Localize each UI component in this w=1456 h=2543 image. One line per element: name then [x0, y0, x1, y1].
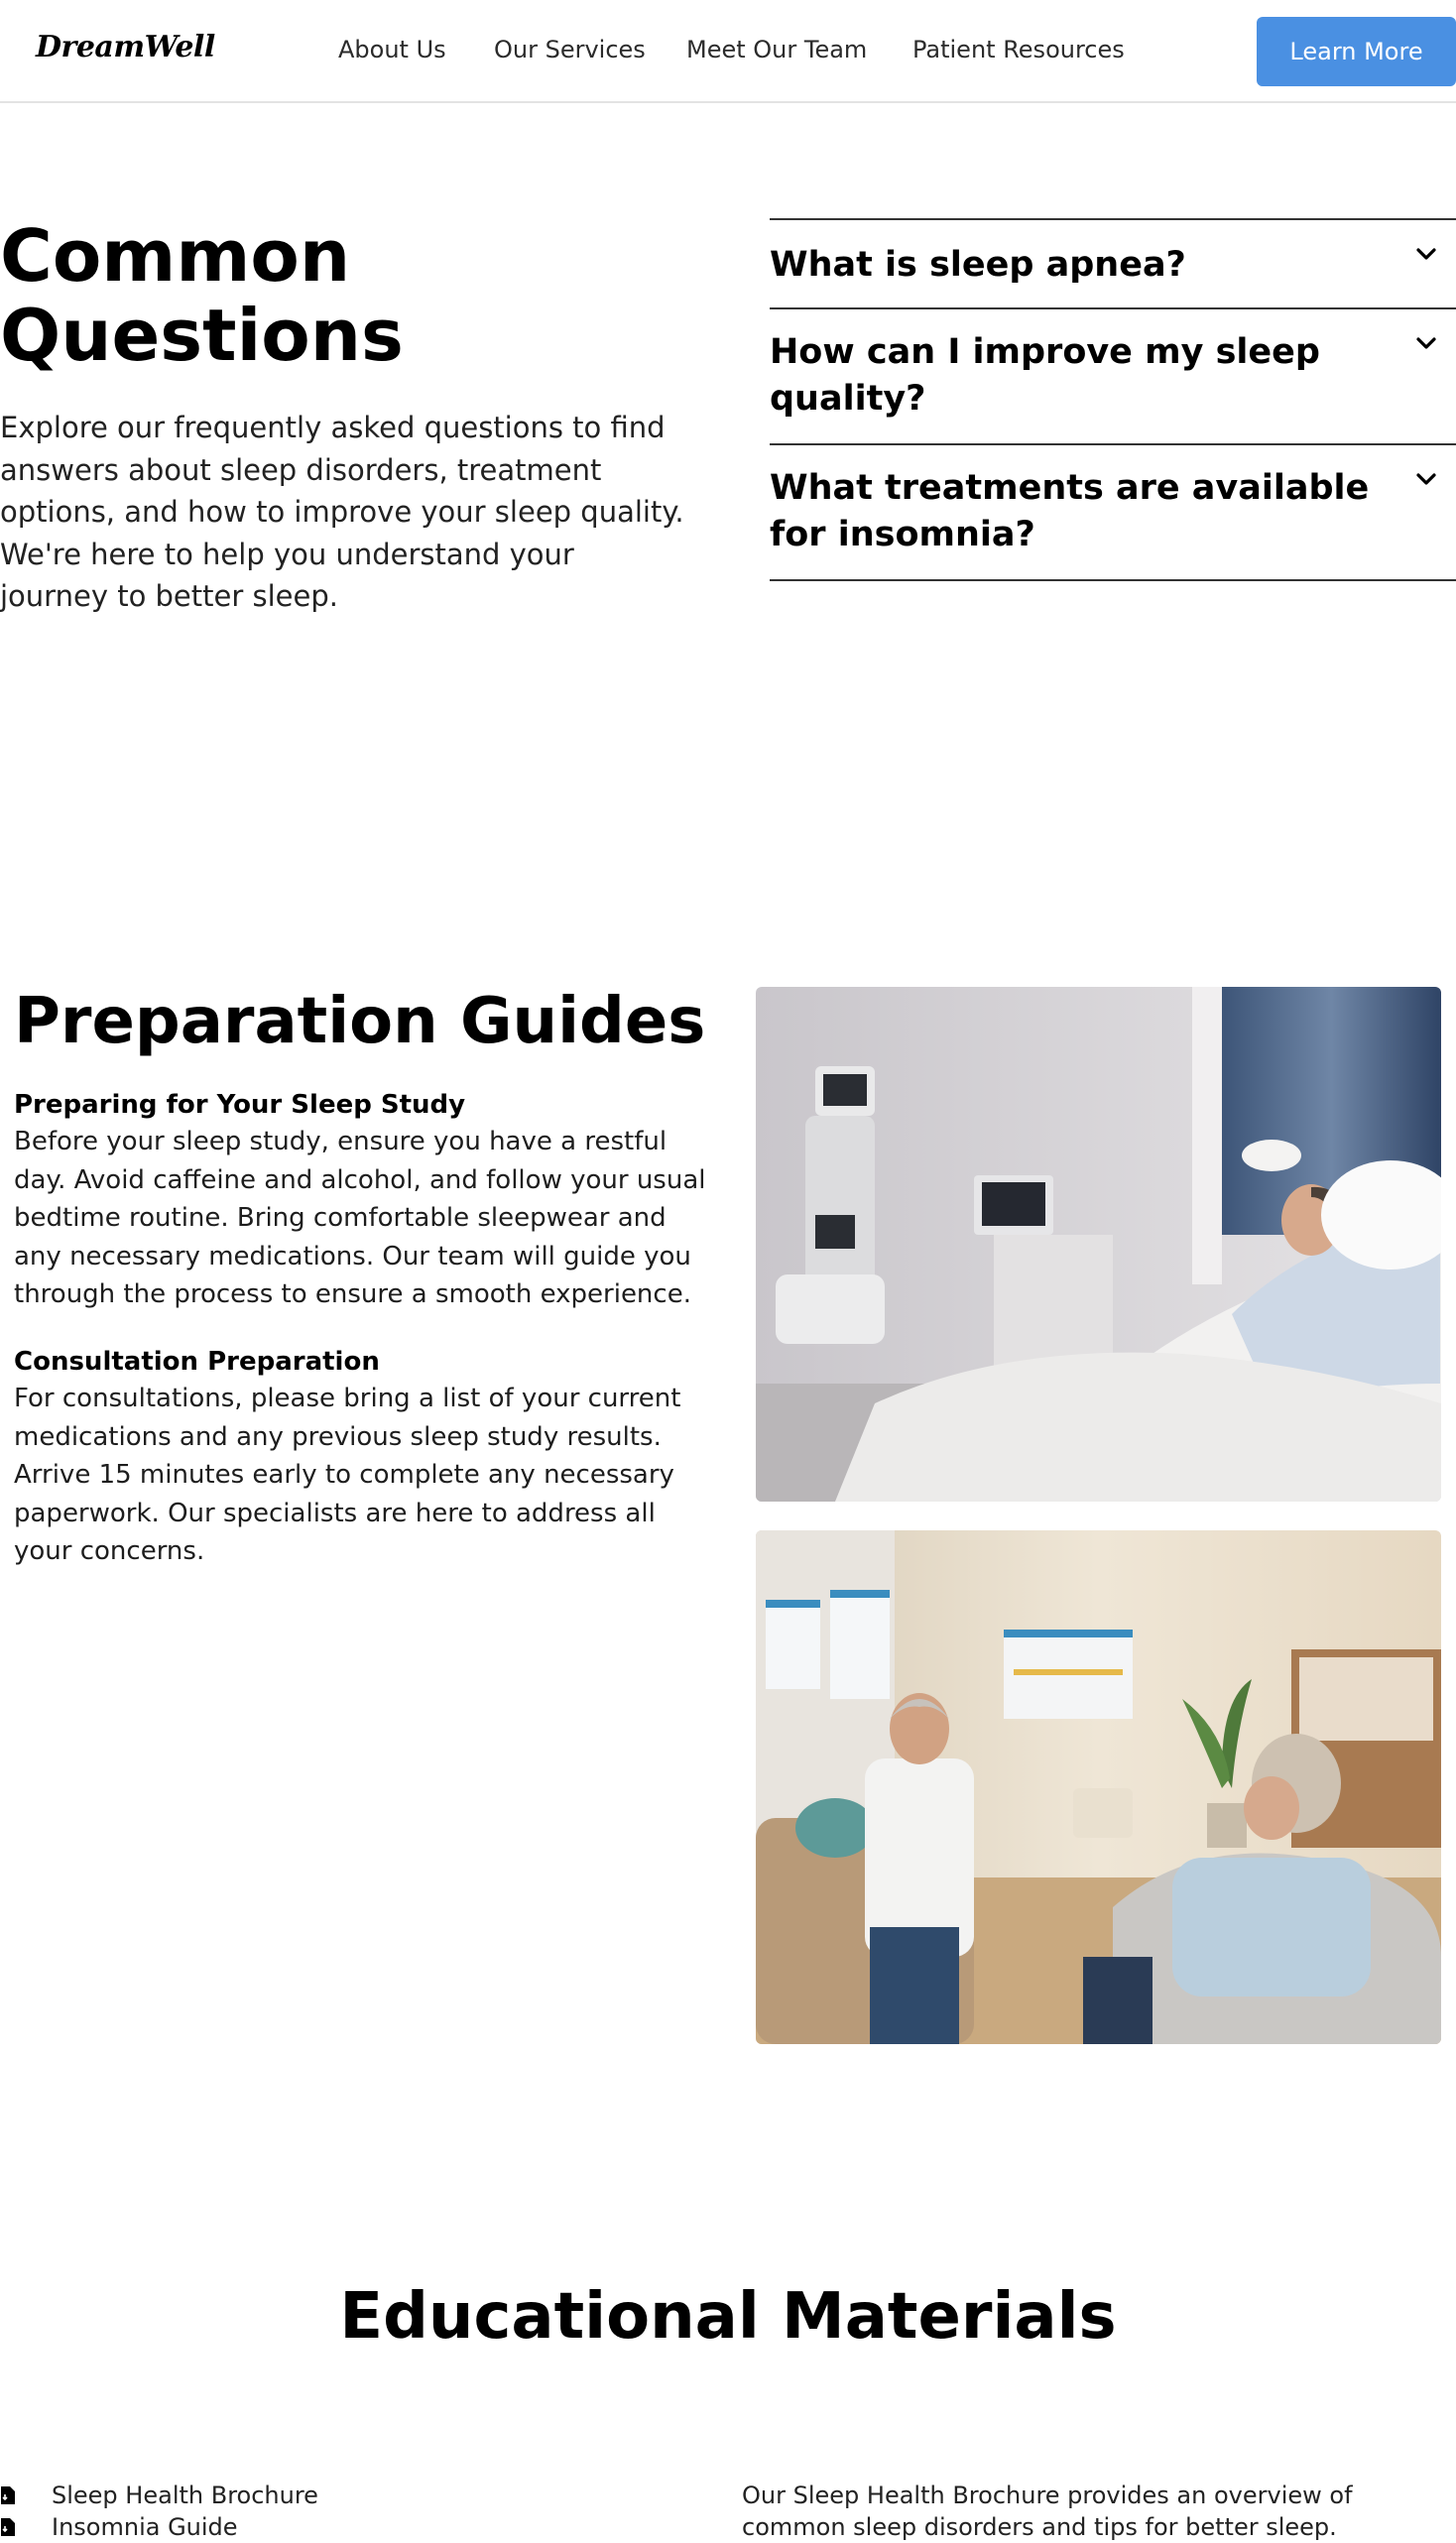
prep-guide-heading: Preparing for Your Sleep Study: [14, 1090, 466, 1120]
faq-title-line-2: Questions: [0, 294, 404, 377]
faq-accordion: [770, 218, 1456, 581]
learn-more-button[interactable]: Learn More: [1257, 17, 1456, 86]
nav-link-meet-our-team[interactable]: Meet Our Team: [686, 36, 868, 63]
chevron-down-icon[interactable]: [1414, 467, 1438, 491]
edu-material-description: Our Sleep Health Brochure provides an overview of common sleep disorders and tips for better sleep.: [742, 2482, 1353, 2541]
nav-link-about-us[interactable]: About Us: [338, 36, 446, 63]
edu-materials-list: [0, 2480, 318, 2543]
prep-guide-body: For consultations, please bring a list of your current medications and any previous sleep study results. Arrive 15 minutes early to complete any necessary paperwork. Our specialists are here to address all your concerns.: [14, 1384, 681, 1567]
edu-material-label: Sleep Health Brochure: [52, 2482, 318, 2509]
top-nav: [0, 0, 1456, 103]
edu-material-label: Insomnia Guide: [52, 2513, 238, 2541]
nav-link-our-services[interactable]: Our Services: [494, 36, 646, 63]
edu-title: Educational Materials: [339, 2280, 1117, 2354]
sleep-study-photo: [756, 987, 1441, 1502]
faq-question: What treatments are available for insomnia?: [770, 468, 1370, 554]
faq-intro: Explore our frequently asked questions to find answers about sleep disorders, treatment options, and how to improve your sleep quality. We're here to help you understand your journey to better sleep.: [0, 411, 684, 613]
prep-guide-consultation: [14, 1344, 708, 1571]
chevron-down-icon[interactable]: [1414, 331, 1438, 355]
prep-guide-body: Before your sleep study, ensure you have a restful day. Avoid caffeine and alcohol, and follow your usual bedtime routine. Bring comfortable sleepwear and any necessary medications. Our team will guide you through the process to ensure a smooth experience.: [14, 1127, 706, 1310]
faq-item[interactable]: [770, 445, 1456, 581]
faq-title: [0, 216, 404, 375]
document-icon: [0, 2517, 16, 2537]
faq-item[interactable]: [770, 309, 1456, 445]
chevron-down-icon[interactable]: [1414, 242, 1438, 266]
prep-guide-heading: Consultation Preparation: [14, 1347, 380, 1377]
nav-link-patient-resources[interactable]: Patient Resources: [912, 36, 1125, 63]
logo[interactable]: DreamWell: [36, 30, 215, 64]
faq-title-line-1: Common: [0, 214, 351, 298]
faq-item[interactable]: [770, 220, 1456, 309]
edu-material-item[interactable]: [0, 2511, 318, 2543]
prep-title: Preparation Guides: [14, 985, 706, 1058]
document-icon: [0, 2485, 16, 2505]
consultation-photo: [756, 1530, 1441, 2044]
edu-material-item[interactable]: [0, 2480, 318, 2511]
faq-question: What is sleep apnea?: [770, 245, 1186, 285]
prep-guide-sleep-study: [14, 1087, 708, 1314]
faq-question: How can I improve my sleep quality?: [770, 332, 1320, 419]
